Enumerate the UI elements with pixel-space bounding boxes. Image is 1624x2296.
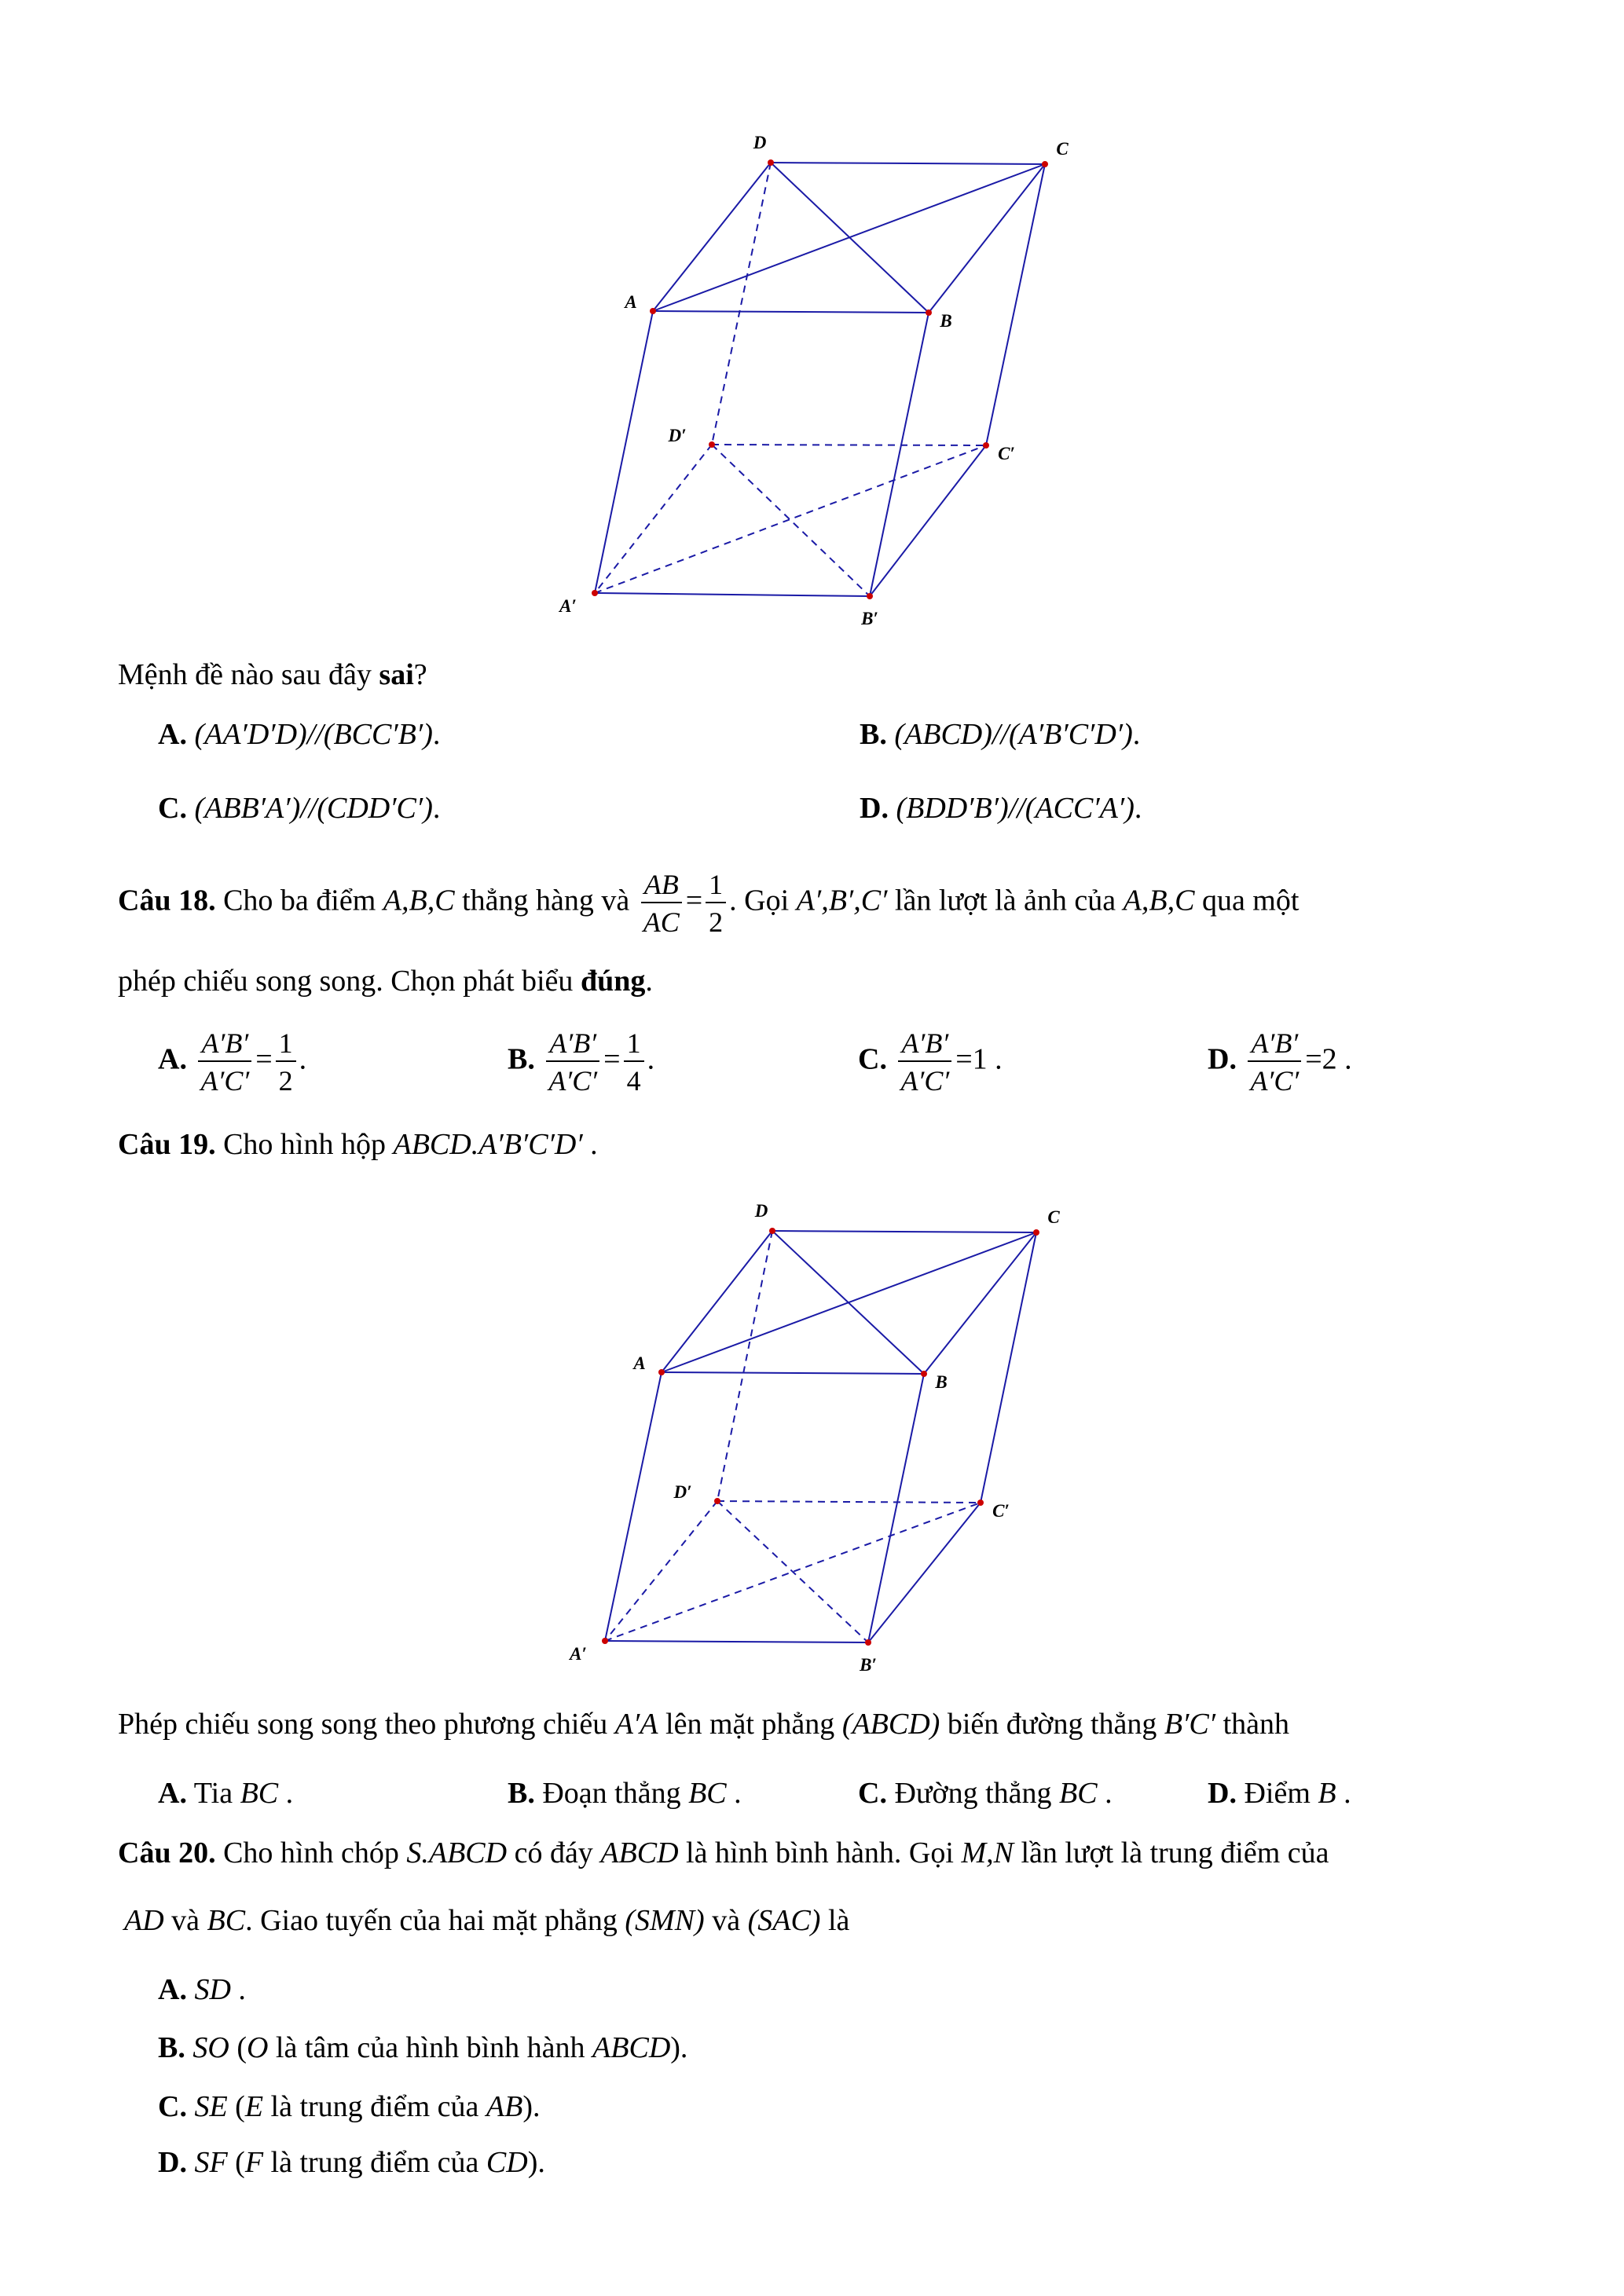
vertex-point <box>926 309 932 316</box>
q19-c-line <box>858 1778 1113 1808</box>
text: . <box>1336 1777 1351 1810</box>
text: ( <box>227 2090 245 2123</box>
math-expression: B <box>1318 1777 1336 1810</box>
q19-l2-line <box>118 1709 1289 1739</box>
bold-label: D. <box>1208 1777 1237 1810</box>
text: Mệnh đề nào sau đây <box>118 658 379 691</box>
vertex-point <box>865 1639 871 1646</box>
text: lần lượt là ảnh của <box>887 884 1124 917</box>
math-expression: S.ABCD <box>406 1836 508 1869</box>
q17-d-line <box>860 793 1142 823</box>
math-expression: (ABB′A′)//(CDD′C′) <box>194 792 433 825</box>
hidden-edge <box>605 1501 717 1641</box>
q20-l1-line <box>118 1838 1329 1868</box>
text: . Gọi <box>729 884 797 917</box>
math-expression: A,B,C <box>383 884 455 917</box>
visible-edge <box>771 163 1045 164</box>
bold-label: D. <box>1208 1042 1245 1076</box>
fraction <box>1247 1029 1302 1095</box>
vertex-label: D′ <box>673 1482 692 1502</box>
text: ( <box>229 2031 247 2064</box>
numerator: 1 <box>276 1029 296 1062</box>
bold-label: A. <box>158 1973 195 2006</box>
text: có đáy <box>507 1836 601 1869</box>
visible-edge <box>981 1232 1036 1503</box>
text: . <box>278 1777 294 1810</box>
denominator: 4 <box>626 1065 641 1097</box>
math-expression: (BDD′B′)//(ACC′A′) <box>896 792 1135 825</box>
fraction <box>897 1029 952 1095</box>
bold-label: C. <box>158 792 195 825</box>
vertex-label: C′ <box>992 1501 1010 1521</box>
q19-b-line <box>508 1778 742 1808</box>
text: . <box>645 965 653 998</box>
vertex-label: A <box>625 292 637 312</box>
text: qua một <box>1194 884 1300 917</box>
text: . <box>1134 792 1142 825</box>
fraction <box>276 1029 296 1095</box>
text: là <box>820 1904 850 1937</box>
vertex-point <box>592 590 598 596</box>
bold-label: Câu 20. <box>118 1836 216 1869</box>
text: ( <box>227 2146 245 2179</box>
q20-b-line <box>158 2033 687 2063</box>
vertex-label: B <box>935 1372 948 1392</box>
text: Đường thẳng <box>886 1777 1060 1810</box>
q18-b-line <box>508 1029 654 1095</box>
text: thành <box>1215 1708 1290 1741</box>
vertex-label: B <box>940 311 952 331</box>
vertex-point <box>768 159 774 166</box>
vertex-point <box>602 1638 608 1644</box>
visible-edge <box>605 1641 868 1642</box>
bold-label: B. <box>508 1042 543 1076</box>
q18-l1-line <box>118 870 1299 936</box>
denominator: A′C′ <box>900 1065 950 1097</box>
q20-a-line <box>158 1975 246 2005</box>
denominator: A′C′ <box>548 1065 598 1097</box>
text: =1 . <box>955 1042 1003 1076</box>
text: Tia <box>186 1777 240 1810</box>
math-expression: AB <box>486 2090 523 2123</box>
visible-edge <box>595 593 870 596</box>
hidden-edge <box>712 445 870 596</box>
visible-edge <box>595 311 653 593</box>
fraction <box>545 1029 600 1095</box>
vertex-point <box>983 442 989 449</box>
text: Điểm <box>1236 1777 1318 1810</box>
visible-edge <box>605 1372 662 1641</box>
math-expression: BC <box>240 1777 279 1810</box>
text: Phép chiếu song song theo phương chiếu <box>118 1708 615 1741</box>
q20-l2-line <box>124 1906 849 1935</box>
q19-l1-line <box>118 1130 598 1159</box>
math-expression: ABCD <box>600 1836 679 1869</box>
text: và <box>704 1904 748 1937</box>
text: . <box>647 1042 655 1076</box>
fraction <box>640 870 683 936</box>
vertex-point <box>977 1500 984 1506</box>
math-expression: SD <box>194 1973 231 2006</box>
vertex-label: C <box>1056 139 1069 159</box>
math-expression: (ABCD)//(A′B′C′D′) <box>894 718 1133 751</box>
text: là hình bình hành. Gọi <box>678 1836 962 1869</box>
text: ). <box>522 2090 541 2123</box>
text: phép chiếu song song. Chọn phát biểu <box>118 965 581 998</box>
text: = <box>255 1042 273 1076</box>
text: biến đường thẳng <box>940 1708 1164 1741</box>
text: . <box>432 718 441 751</box>
q18-a-line <box>158 1029 306 1095</box>
vertex-point <box>769 1228 775 1234</box>
figure1-parallelepiped <box>558 133 1069 628</box>
text: ? <box>413 658 427 691</box>
hidden-edge <box>712 163 771 445</box>
text: lên mặt phẳng <box>658 1708 842 1741</box>
math-expression: O <box>246 2031 269 2064</box>
math-expression: E <box>244 2090 264 2123</box>
bold-label: D. <box>158 2146 195 2179</box>
hidden-edge <box>717 1231 772 1501</box>
text: . Giao tuyến của hai mặt phẳng <box>245 1904 625 1937</box>
vertex-point <box>867 593 873 599</box>
q18-d-line <box>1208 1029 1352 1095</box>
hidden-edge <box>595 445 712 593</box>
vertex-label: D <box>753 133 767 152</box>
vertex-label: B′ <box>861 609 878 628</box>
visible-edge <box>772 1231 924 1374</box>
visible-edge <box>771 163 929 313</box>
math-expression: CD <box>486 2146 528 2179</box>
text: ). <box>527 2146 545 2179</box>
fraction <box>624 1029 644 1095</box>
math-expression: A,B,C <box>1123 884 1195 917</box>
math-expression: A′,B′,C′ <box>796 884 888 917</box>
text: là trung điểm của <box>263 2146 486 2179</box>
q20-d-line <box>158 2148 545 2177</box>
visible-edge <box>662 1372 924 1374</box>
math-expression: A′A <box>614 1708 658 1741</box>
math-expression: AD <box>124 1904 164 1937</box>
visible-edge <box>870 313 929 596</box>
fraction <box>197 1029 252 1095</box>
vertex-label: A <box>633 1353 646 1373</box>
text: là trung điểm của <box>263 2090 486 2123</box>
vertex-label: C <box>1047 1207 1060 1227</box>
text: Đoạn thẳng <box>534 1777 689 1810</box>
math-expression: BC <box>207 1904 246 1937</box>
denominator: 2 <box>709 906 724 938</box>
bold-label: C. <box>858 1777 887 1810</box>
vertex-label: D′ <box>668 426 687 445</box>
text: Cho hình chóp <box>215 1836 407 1869</box>
vertex-point <box>714 1498 720 1504</box>
q17-c-line <box>158 793 440 823</box>
math-expression: ABCD <box>592 2031 671 2064</box>
text: . <box>1097 1777 1113 1810</box>
math-expression: (AA′D′D)//(BCC′B′) <box>194 718 433 751</box>
math-expression: (SAC) <box>747 1904 821 1937</box>
text: thẳng hàng và <box>454 884 637 917</box>
math-expression: SO <box>192 2031 229 2064</box>
text: và <box>163 1904 207 1937</box>
q17-prompt-line <box>118 660 427 690</box>
q17-a-line <box>158 720 440 749</box>
text: =2 . <box>1305 1042 1352 1076</box>
vertex-label: C′ <box>998 444 1015 463</box>
text: . <box>230 1973 246 2006</box>
math-expression: (ABCD) <box>841 1708 940 1741</box>
q19-a-line <box>158 1778 293 1808</box>
math-expression: SF <box>194 2146 228 2179</box>
bold-label: Câu 19. <box>118 1128 216 1161</box>
math-expression: M,N <box>961 1836 1014 1869</box>
vertex-point <box>658 1369 665 1375</box>
math-expression: B′C′ <box>1164 1708 1216 1741</box>
text: = <box>603 1042 621 1076</box>
numerator: A′B′ <box>1248 1029 1301 1062</box>
hidden-edge <box>717 1501 868 1642</box>
bold-label: sai <box>379 658 414 691</box>
denominator: 2 <box>278 1065 293 1097</box>
bold-label: A. <box>158 1777 187 1810</box>
text: . <box>1132 718 1141 751</box>
math-expression: ABCD.A′B′C′D′ <box>393 1128 583 1161</box>
math-expression: BC <box>1059 1777 1098 1810</box>
bold-label: B. <box>860 718 895 751</box>
bold-label: C. <box>158 2090 195 2123</box>
bold-label: A. <box>158 718 195 751</box>
vertex-point <box>650 308 656 314</box>
text: Cho hình hộp <box>215 1128 394 1161</box>
bold-label: D. <box>860 792 896 825</box>
math-expression: (SMN) <box>625 1904 705 1937</box>
bold-label: C. <box>858 1042 895 1076</box>
bold-label: B. <box>158 2031 193 2064</box>
text: = <box>685 884 703 917</box>
math-expression: SE <box>194 2090 228 2123</box>
visible-edge <box>653 311 929 313</box>
numerator: A′B′ <box>546 1029 599 1062</box>
figure2-parallelepiped <box>568 1201 1060 1675</box>
numerator: A′B′ <box>898 1029 951 1062</box>
bold-label: B. <box>508 1777 535 1810</box>
q17-b-line <box>860 720 1140 749</box>
numerator: 1 <box>706 870 726 903</box>
q18-l2-line <box>118 966 653 996</box>
math-expression: BC <box>688 1777 727 1810</box>
bold-label: đúng <box>580 965 646 998</box>
vertex-label: B′ <box>860 1655 877 1675</box>
text: Cho ba điểm <box>215 884 383 917</box>
fraction <box>706 870 726 936</box>
vertex-point <box>1042 161 1048 167</box>
visible-edge <box>772 1231 1036 1232</box>
vertex-point <box>709 441 715 448</box>
denominator: A′C′ <box>1250 1065 1300 1097</box>
numerator: AB <box>641 870 682 903</box>
text: . <box>432 792 441 825</box>
visible-edge <box>986 164 1045 445</box>
q19-d-line <box>1208 1778 1351 1808</box>
text: là tâm của hình bình hành <box>268 2031 593 2064</box>
bold-label: A. <box>158 1042 195 1076</box>
math-expression: F <box>244 2146 264 2179</box>
text: lần lượt là trung điểm của <box>1013 1836 1329 1869</box>
hidden-edge <box>717 1501 981 1503</box>
bold-label: Câu 18. <box>118 884 216 917</box>
denominator: AC <box>643 906 680 938</box>
numerator: A′B′ <box>198 1029 251 1062</box>
text: ). <box>670 2031 688 2064</box>
q18-c-line <box>858 1029 1003 1095</box>
vertex-label: D <box>754 1201 768 1221</box>
numerator: 1 <box>624 1029 644 1062</box>
visible-edge <box>868 1374 924 1642</box>
vertex-label: A′ <box>559 596 577 616</box>
vertex-point <box>921 1371 927 1377</box>
q20-c-line <box>158 2092 541 2122</box>
text: . <box>726 1777 742 1810</box>
vertex-label: A′ <box>570 1644 587 1664</box>
denominator: A′C′ <box>200 1065 250 1097</box>
text: . <box>582 1128 598 1161</box>
text: . <box>299 1042 307 1076</box>
vertex-point <box>1033 1229 1039 1236</box>
